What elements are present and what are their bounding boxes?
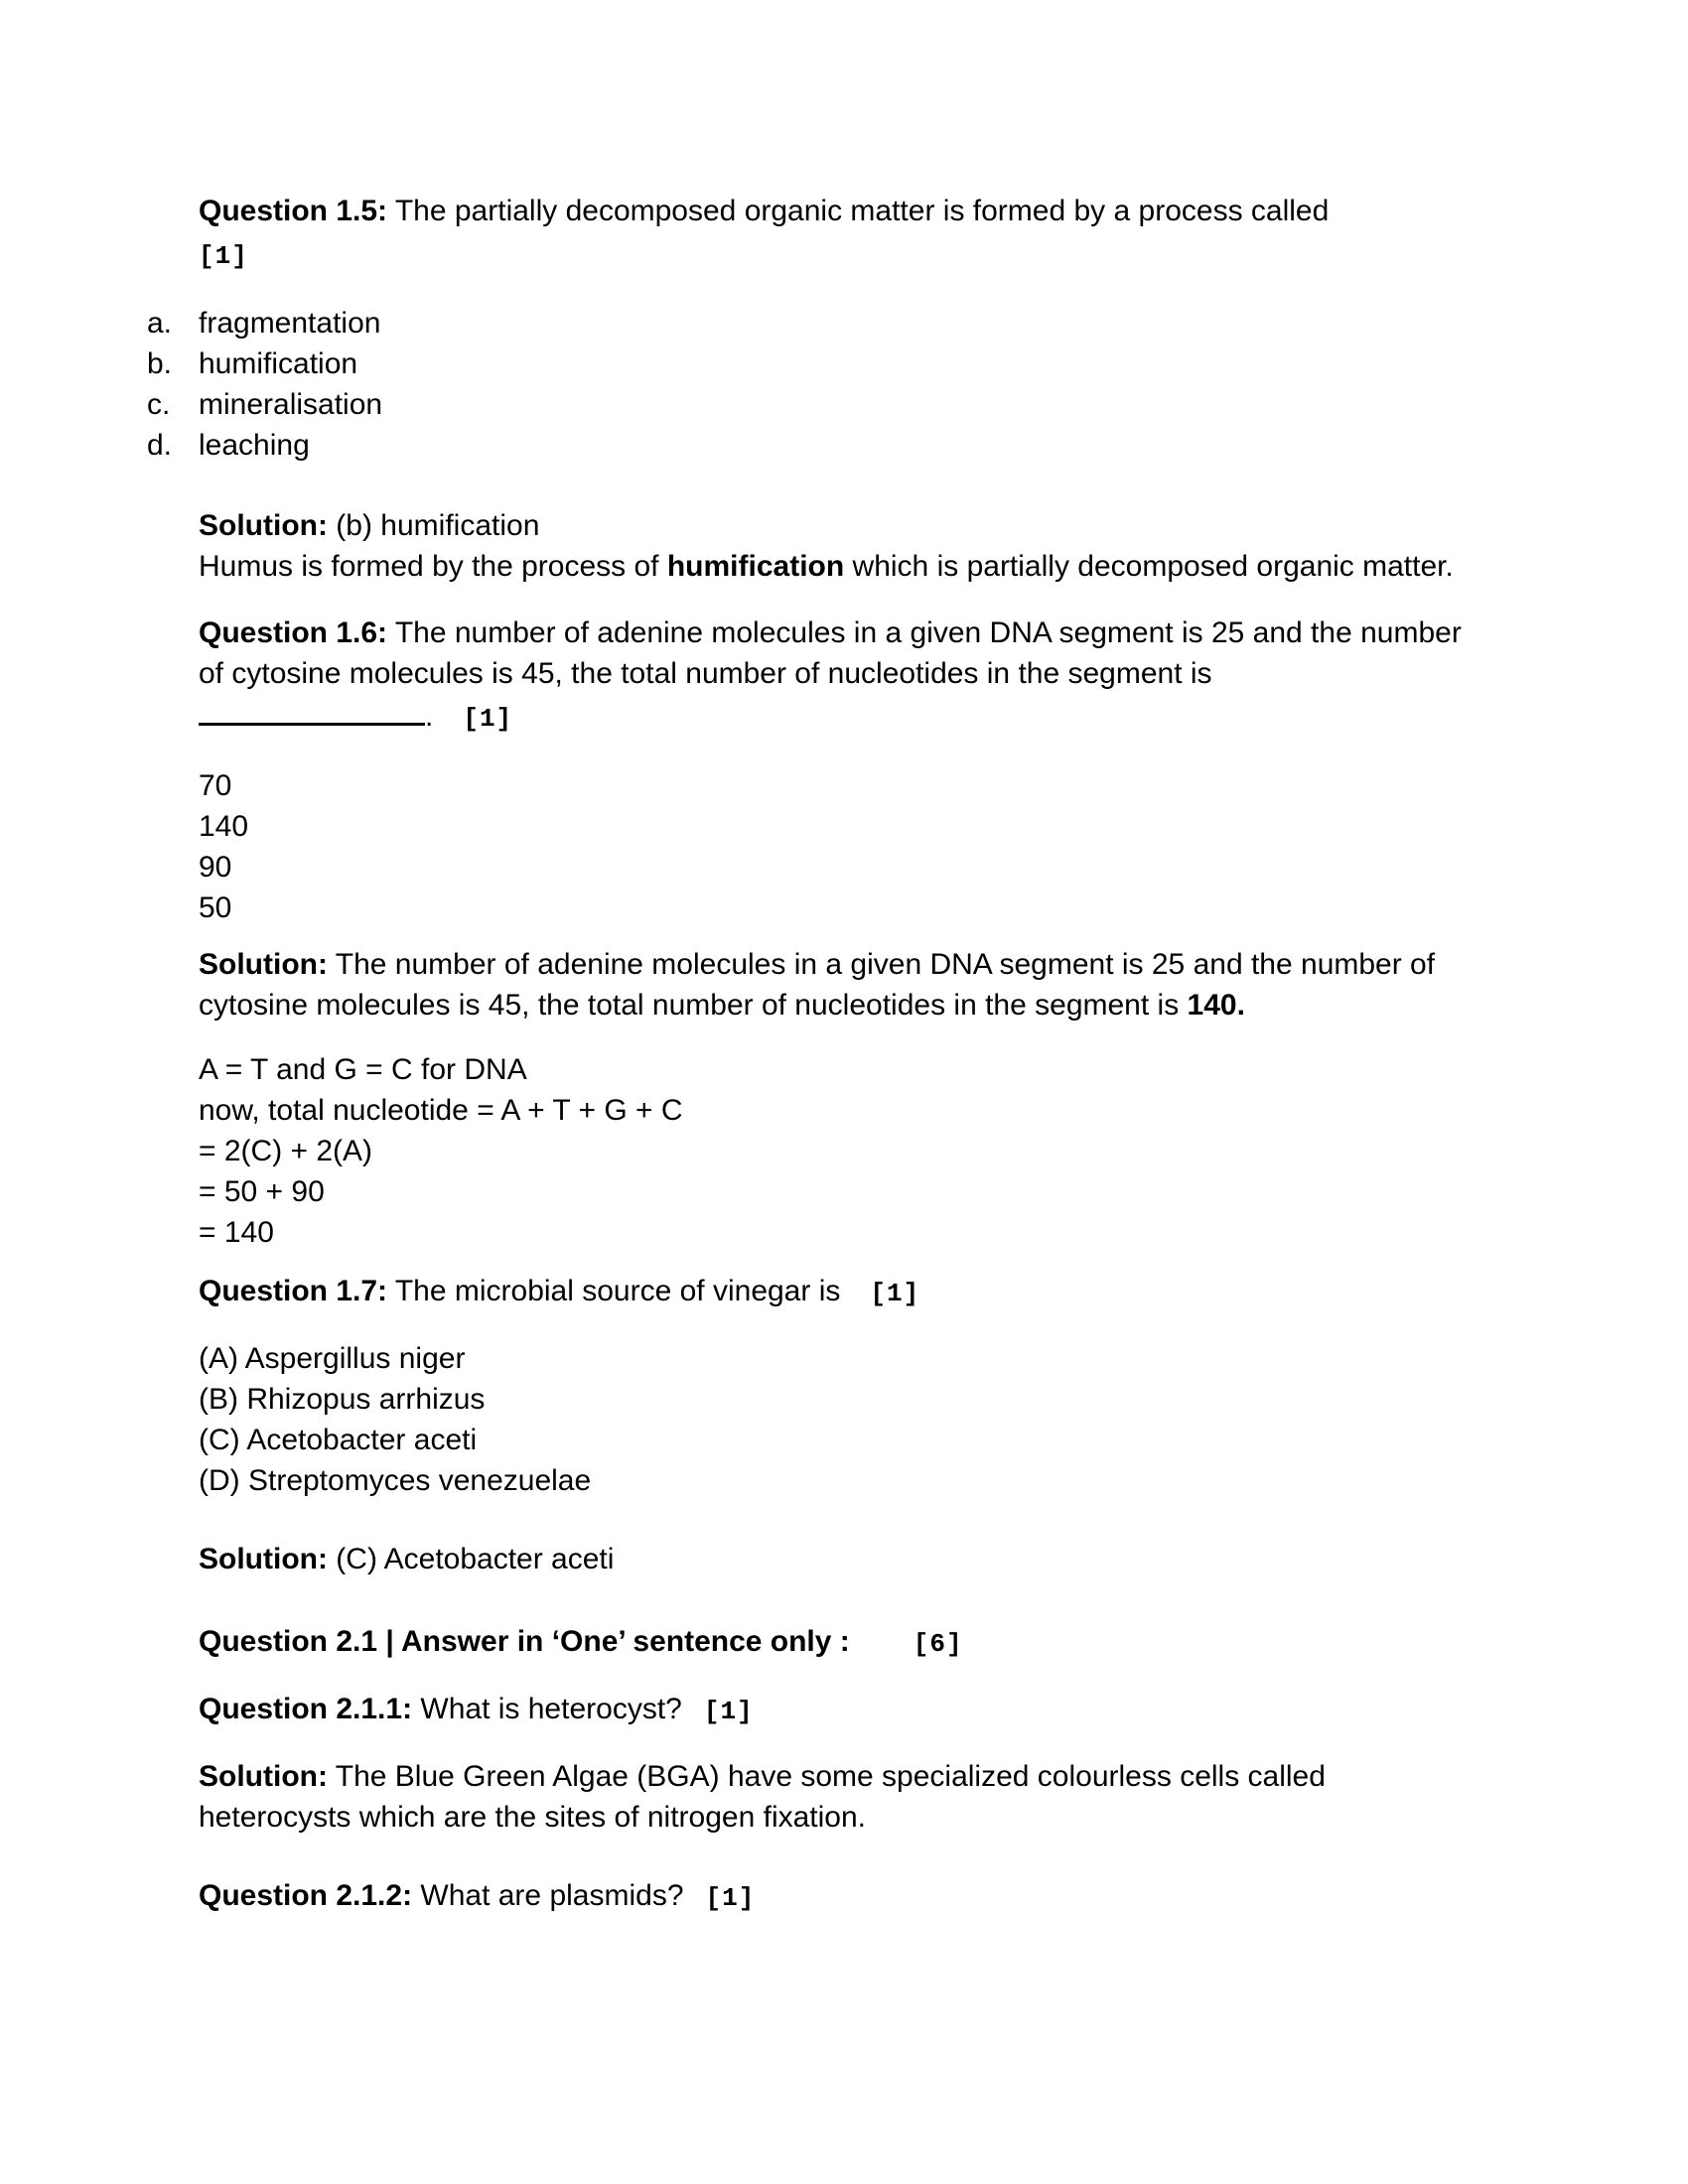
solution-body-bold: humification — [666, 550, 845, 583]
working-line: = 2(C) + 2(A) — [199, 1135, 373, 1167]
list-item: (D) Streptomyces venezuelae — [199, 1464, 592, 1497]
question-1-5-text: The partially decomposed organic matter is formed by a process called — [387, 195, 1330, 227]
question-1-6-label: Question 1.6: — [199, 616, 388, 649]
question-1-6-marks: [1] — [463, 704, 513, 734]
list-item — [147, 343, 1481, 384]
working-line: = 140 — [199, 1216, 274, 1249]
option-text: mineralisation — [199, 388, 383, 421]
question-2-1-label: Question 2.1 | Answer in ‘One’ sentence only : — [199, 1625, 850, 1658]
solution-label: Solution: — [199, 1543, 328, 1575]
question-2-1-1-text: What is heterocyst? — [412, 1693, 682, 1725]
question-2-1-2-marks: [1] — [705, 1883, 756, 1913]
list-item: 70 — [199, 769, 232, 802]
question-1-7-options — [199, 1338, 1481, 1501]
question-2-1-heading — [199, 1621, 1481, 1665]
list-item: 90 — [199, 851, 232, 884]
answer-blank-underline — [199, 696, 425, 726]
working-line: now, total nucleotide = A + T + G + C — [199, 1094, 683, 1127]
question-1-5-marks: [1] — [199, 241, 248, 271]
solution-label: Solution: — [199, 1760, 328, 1793]
question-1-5-options — [147, 303, 1481, 466]
question-2-1-2-label: Question 2.1.2: — [199, 1879, 413, 1912]
solution-1-6-working — [199, 1049, 1481, 1253]
list-item: (B) Rhizopus arrhizus — [199, 1383, 486, 1416]
solution-body-post: which is partially decomposed organic matter. — [844, 550, 1454, 583]
question-1-7 — [199, 1271, 1481, 1314]
working-line: = 50 + 90 — [199, 1175, 325, 1208]
solution-label: Solution: — [199, 509, 328, 542]
solution-label: Solution: — [199, 948, 328, 981]
option-marker: a. — [147, 307, 173, 340]
question-1-6-text: The number of adenine molecules in a given DNA segment is 25 and the number of cytosine molecules is 45, the total number of nucleotides in the segment is — [199, 616, 1462, 690]
option-marker: b. — [147, 347, 173, 380]
solution-1-6 — [199, 944, 1481, 1025]
question-2-1-1 — [199, 1689, 1481, 1732]
question-2-1-marks: [6] — [913, 1629, 963, 1659]
option-text: humification — [199, 347, 358, 380]
list-item — [147, 384, 1481, 425]
question-1-6 — [199, 613, 1481, 694]
solution-body-bold: 140. — [1187, 989, 1245, 1022]
list-item — [147, 425, 1481, 466]
solution-answer: (b) humification — [327, 509, 540, 542]
option-marker: d. — [147, 429, 173, 462]
solution-1-5 — [199, 505, 1481, 587]
question-1-5-label: Question 1.5: — [199, 195, 388, 227]
option-text: fragmentation — [199, 307, 381, 340]
question-1-5-marks-line — [199, 233, 1481, 277]
question-2-1-1-label: Question 2.1.1: — [199, 1693, 413, 1725]
question-1-6-options — [199, 765, 1481, 928]
solution-body-pre: Humus is formed by the process of — [199, 550, 667, 583]
question-2-1-1-marks: [1] — [703, 1697, 754, 1726]
list-item: (A) Aspergillus niger — [199, 1342, 466, 1375]
question-1-6-blank-line — [199, 696, 1481, 740]
question-1-7-label: Question 1.7: — [199, 1275, 388, 1307]
blank-period: . — [425, 700, 434, 733]
solution-body-pre: The number of adenine molecules in a given DNA segment is 25 and the number of cytosine molecules is 45, the total number of nucleotides in the segment is — [199, 948, 1436, 1022]
question-1-7-text: The microbial source of vinegar is — [387, 1275, 841, 1307]
question-2-1-2 — [199, 1875, 1481, 1919]
working-line: A = T and G = C for DNA — [199, 1053, 527, 1086]
list-item: 140 — [199, 810, 249, 843]
option-text: leaching — [199, 429, 310, 462]
solution-1-7 — [199, 1539, 1481, 1579]
list-item: (C) Acetobacter aceti — [199, 1424, 478, 1456]
option-marker: c. — [147, 388, 171, 421]
list-item — [147, 303, 1481, 343]
list-item: 50 — [199, 891, 232, 924]
question-1-7-marks: [1] — [870, 1279, 920, 1308]
solution-text: The Blue Green Algae (BGA) have some specialized colourless cells called heterocysts which are the sites of nitrogen fixation. — [199, 1760, 1326, 1834]
question-1-5 — [199, 191, 1481, 231]
solution-2-1-1 — [199, 1756, 1481, 1838]
question-2-1-2-text: What are plasmids? — [412, 1879, 684, 1912]
solution-answer: (C) Acetobacter aceti — [327, 1543, 615, 1575]
